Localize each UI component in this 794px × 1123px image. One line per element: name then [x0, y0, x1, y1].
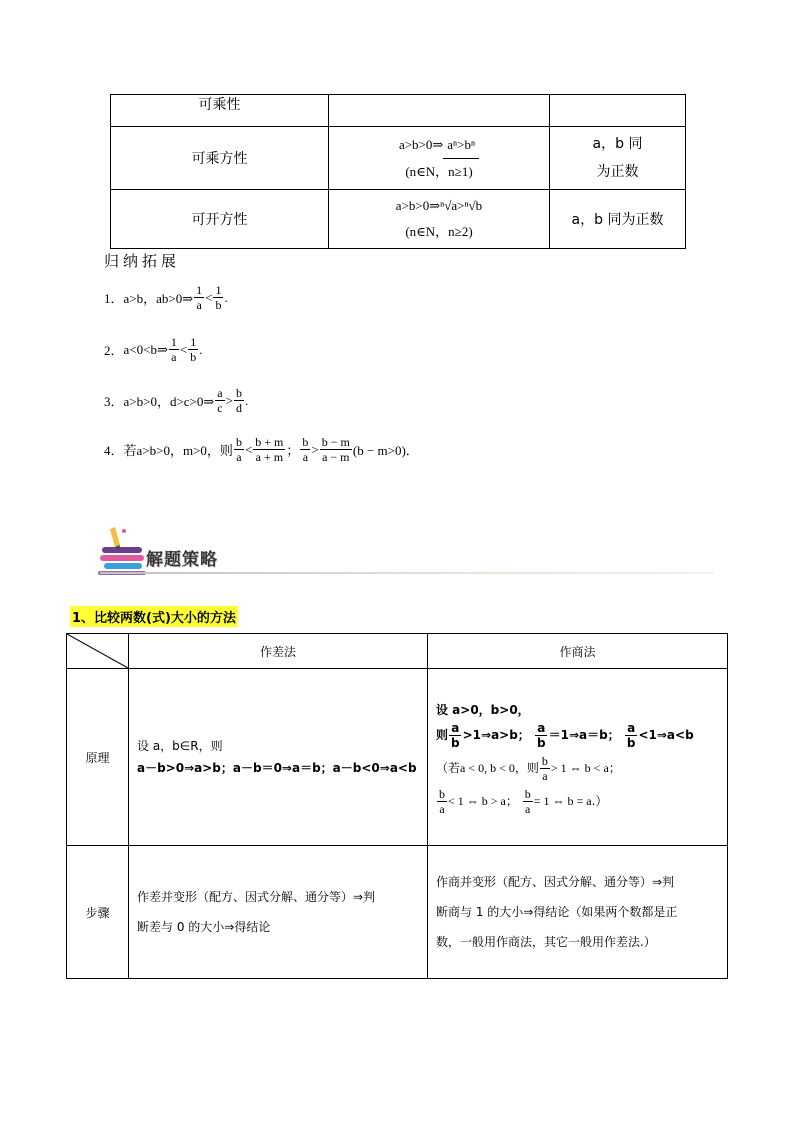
principle-line — [436, 721, 719, 750]
condition-domain: (n∈N，n≥1) — [405, 163, 473, 179]
fraction — [234, 386, 244, 415]
table-row — [67, 669, 728, 846]
fraction — [253, 435, 285, 464]
principle-diff — [129, 669, 428, 846]
denominator: b — [190, 350, 197, 364]
induction-item — [104, 386, 248, 415]
step-line: 作商并变形（配方、因式分解、通分等）⇒判 — [436, 875, 675, 889]
operator: < — [244, 441, 253, 457]
property-condition — [329, 190, 550, 249]
operator: > — [311, 441, 319, 457]
fraction: $\frac{a}{b}$ — [626, 720, 636, 750]
property-name: 可开方性 — [111, 190, 329, 249]
operator: > — [225, 392, 233, 408]
induction-item — [104, 435, 419, 464]
text: < 1 ⇔ b > a — [448, 794, 506, 808]
principle-line: 设 a>0，b>0， — [436, 702, 530, 717]
fraction — [215, 386, 224, 415]
operator: < — [179, 341, 188, 357]
property-name: 可乘方性 — [111, 127, 329, 190]
numerator: 1 — [190, 335, 197, 349]
denominator: c — [217, 401, 223, 415]
item-text: 若 — [123, 444, 137, 459]
banner-divider — [100, 572, 714, 574]
condition-text: a>b>0⇒ⁿ√a>ⁿ√b — [395, 198, 483, 213]
principle-line: 设 a，b∈R，则 — [137, 739, 223, 753]
text: ； — [608, 761, 621, 775]
step-line: 断差与 0 的大小⇒得结论 — [137, 920, 271, 934]
numerator: b + m — [255, 435, 284, 449]
principle-quot — [428, 669, 728, 846]
punct: . — [199, 341, 203, 357]
fraction — [300, 435, 310, 464]
fraction: $\frac{a}{b}$ — [451, 720, 460, 750]
text: 则 — [436, 728, 449, 742]
principle-line: a－b>0⇒a>b；a－b＝0⇒a＝b；a－b<0⇒a<b — [137, 761, 417, 775]
fraction: $\frac{a}{b}$ — [537, 720, 546, 750]
numerator: b — [235, 435, 242, 449]
text: ； — [505, 794, 518, 808]
separator: ； — [286, 443, 300, 458]
fraction — [234, 435, 244, 464]
numerator: 1 — [170, 335, 177, 349]
diagonal-header-cell — [67, 634, 129, 669]
text: >1⇒a>b； — [462, 728, 530, 742]
row-label-steps: 步骤 — [67, 846, 129, 979]
step-line: 作差并变形（配方、因式分解、通分等）⇒判 — [137, 890, 376, 904]
header-quot: 作商法 — [428, 634, 728, 669]
numerator: 1 — [196, 283, 203, 297]
property-table — [110, 94, 686, 249]
numerator: b − m — [321, 435, 350, 449]
text: > 1 ⇔ b < a — [550, 761, 609, 775]
table-row — [111, 95, 686, 127]
numerator: a — [217, 386, 223, 400]
note-line: 为正数 — [596, 164, 639, 180]
power-condition: aⁿ>bⁿ — [443, 132, 479, 159]
punct: . — [224, 289, 228, 305]
denominator: a — [236, 450, 242, 464]
property-note — [550, 95, 686, 127]
induction-item — [104, 283, 228, 312]
property-note: a，b 同为正数 — [550, 190, 686, 249]
text: = 1 ⇔ b = a — [533, 794, 592, 808]
denominator: a — [171, 350, 177, 364]
fraction — [188, 335, 198, 364]
row-label-principle: 原理 — [67, 669, 129, 846]
item-number: 4． — [104, 443, 124, 458]
numerator: b — [235, 386, 242, 400]
item-number: 1． — [104, 291, 124, 306]
text: （若 — [436, 761, 461, 775]
item-text: a>b，ab>0⇒ — [123, 291, 194, 306]
item-number: 3． — [104, 394, 124, 409]
property-note — [550, 127, 686, 190]
note-line: a，b 同 — [592, 136, 643, 152]
text: ＝1⇒a＝b； — [548, 728, 620, 742]
text: a < 0, b < 0 — [460, 761, 515, 775]
fraction — [169, 335, 179, 364]
table-row — [111, 127, 686, 190]
denominator: a — [196, 298, 202, 312]
fraction: $\frac{b}{a}$ — [524, 786, 531, 816]
property-name: 可乘性 — [111, 95, 329, 127]
fraction: $\frac{b}{a}$ — [541, 753, 548, 783]
item-text: a>b>0，d>c>0⇒ — [123, 394, 215, 409]
text: <1⇒a<b — [638, 728, 694, 742]
text: ，则 — [514, 761, 539, 775]
numerator: 1 — [215, 283, 222, 297]
item-text: a<0<b⇒ — [123, 341, 168, 357]
property-condition — [329, 95, 550, 127]
method-table — [66, 633, 728, 979]
item-text: a>b>0，m>0， — [136, 443, 220, 458]
property-condition — [329, 127, 550, 190]
header-diff: 作差法 — [129, 634, 428, 669]
condition-domain: (n∈N，n≥2) — [405, 224, 473, 239]
fraction — [194, 283, 204, 312]
principle-line — [436, 754, 719, 783]
denominator: b — [215, 298, 222, 312]
denominator: a + m — [255, 450, 284, 464]
induction-item — [104, 335, 202, 364]
fraction — [213, 283, 223, 312]
denominator: a − m — [322, 450, 350, 464]
item-number: 2． — [104, 343, 124, 358]
punct: . — [244, 392, 249, 408]
text: .） — [591, 794, 608, 808]
item-text: (b − m>0)． — [352, 443, 419, 458]
table-row — [111, 190, 686, 249]
diagonal-line-icon — [67, 634, 128, 668]
banner-title: 解题策略 — [146, 550, 218, 570]
table-row — [67, 846, 728, 979]
section-title-induction: 归纳拓展 — [104, 252, 181, 270]
steps-diff — [129, 846, 428, 979]
step-line: 断商与 1 的大小⇒得结论（如果两个数都是正 — [436, 905, 678, 919]
method-section-title: 1、比较两数(式)大小的方法 — [70, 606, 238, 627]
fraction: $\frac{b}{a}$ — [439, 786, 445, 816]
principle-line — [436, 787, 719, 816]
denominator: a — [302, 450, 309, 464]
steps-quot — [428, 846, 728, 979]
item-text: 则 — [219, 444, 233, 459]
denominator: d — [235, 401, 242, 415]
operator: < — [205, 289, 213, 305]
table-row — [67, 634, 728, 669]
numerator: b — [302, 435, 309, 449]
condition-text: a>b>0⇒ — [398, 136, 444, 152]
step-line: 数，一般用作商法，其它一般用作差法.） — [436, 935, 656, 949]
fraction — [320, 435, 352, 464]
